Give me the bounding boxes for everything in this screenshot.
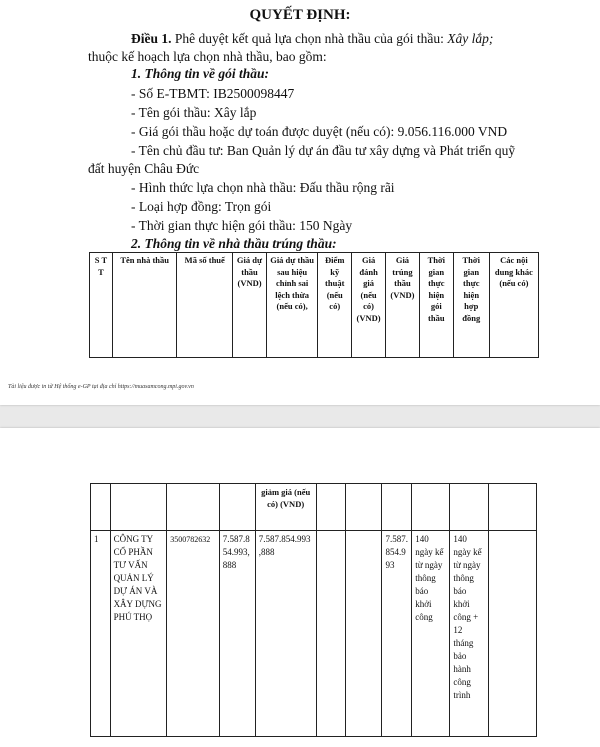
info-selection-method: - Hình thức lựa chọn nhà thầu: Đấu thầu rộng rãi [131,180,395,195]
header-adjusted-price: Giá dự thầu sau hiệu chỉnh sai lệch thừa (nếu có), [266,253,317,358]
cell-bid-price: 7.587.854.993,888 [219,531,255,737]
info-package-name: - Tên gói thầu: Xây lắp [131,105,257,120]
header-bid-price: Giá dự thầu (VND) [233,253,267,358]
header-tax-code: Mã số thuế [177,253,233,358]
document-page-2 [0,428,600,747]
cell-contract-time: 140 ngày kể từ ngày thông báo khởi công + 12 tháng bảo hành công trình [450,531,488,737]
info-duration: - Thời gian thực hiện gói thầu: 150 Ngày [131,218,353,233]
article-1-line [131,31,493,47]
info-contract-type: - Loại hợp đồng: Trọn gói [131,199,272,214]
table-row [91,531,537,737]
winner-table [90,483,537,737]
header-eval-price: Giá đánh giá (nếu có) (VND) [352,253,386,358]
decision-title: QUYẾT ĐỊNH: [249,7,351,23]
info-investor: - Tên chủ đầu tư: Ban Quản lý dự án đầu tư xây dựng và Phát triển quỹ [131,143,516,158]
cell-package-time: 140 ngày kể từ ngày thông báo khởi công [412,531,450,737]
cell-win-price: 7.587.854.993 [382,531,412,737]
section-1-heading: 1. Thông tin về gói thầu: [131,66,270,81]
header-win-price: Giá trúng thầu (VND) [386,253,420,358]
cell-stt: 1 [91,531,111,737]
cell-tax-code: 3500782632 [167,531,220,737]
cell-eval-price [346,531,382,737]
header-other: Các nội dung khác (nếu có) [489,253,538,358]
header-stt: S T T [90,253,113,358]
article-label: Điều 1. [131,31,172,46]
article-1-continuation: thuộc kế hoạch lựa chọn nhà thầu, bao gồm: [88,49,327,64]
egp-footer-note: Tài liệu được in từ Hệ thống e-GP tại địa chỉ https://muasamcong.mpi.gov.vn [8,384,194,390]
article-text: Phê duyệt kết quả lựa chọn nhà thầu của gói thầu: [171,31,448,46]
article-package-name: Xây lắp; [447,31,494,46]
info-etbmt: - Số E-TBMT: IB2500098447 [131,86,295,101]
cell-adjusted-price: 7.587.854.993,888 [255,531,316,737]
info-package-price: - Giá gói thầu hoặc dự toán được duyệt (nếu có): 9.056.116.000 VND [131,124,508,139]
cell-tech-score [316,531,346,737]
info-investor-continuation: đất huyện Châu Đức [88,161,200,176]
winner-table-header [89,252,539,358]
cell-other [488,531,536,737]
header-tech-score: Điểm kỹ thuật (nếu có) [318,253,352,358]
header-package-time: Thời gian thực hiện gói thầu [419,253,453,358]
header-contractor-name: Tên nhà thầu [112,253,176,358]
header-contract-time: Thời gian thực hiện hợp đồng [453,253,489,358]
header-discount-cont: giảm giá (nếu có) (VND) [255,484,316,531]
cell-contractor-name: CÔNG TY CỔ PHẦN TƯ VẤN QUẢN LÝ DỰ ÁN VÀ XÂY DỰNG PHÚ THỌ [110,531,167,737]
section-2-heading: 2. Thông tin về nhà thầu trúng thầu: [131,236,337,251]
